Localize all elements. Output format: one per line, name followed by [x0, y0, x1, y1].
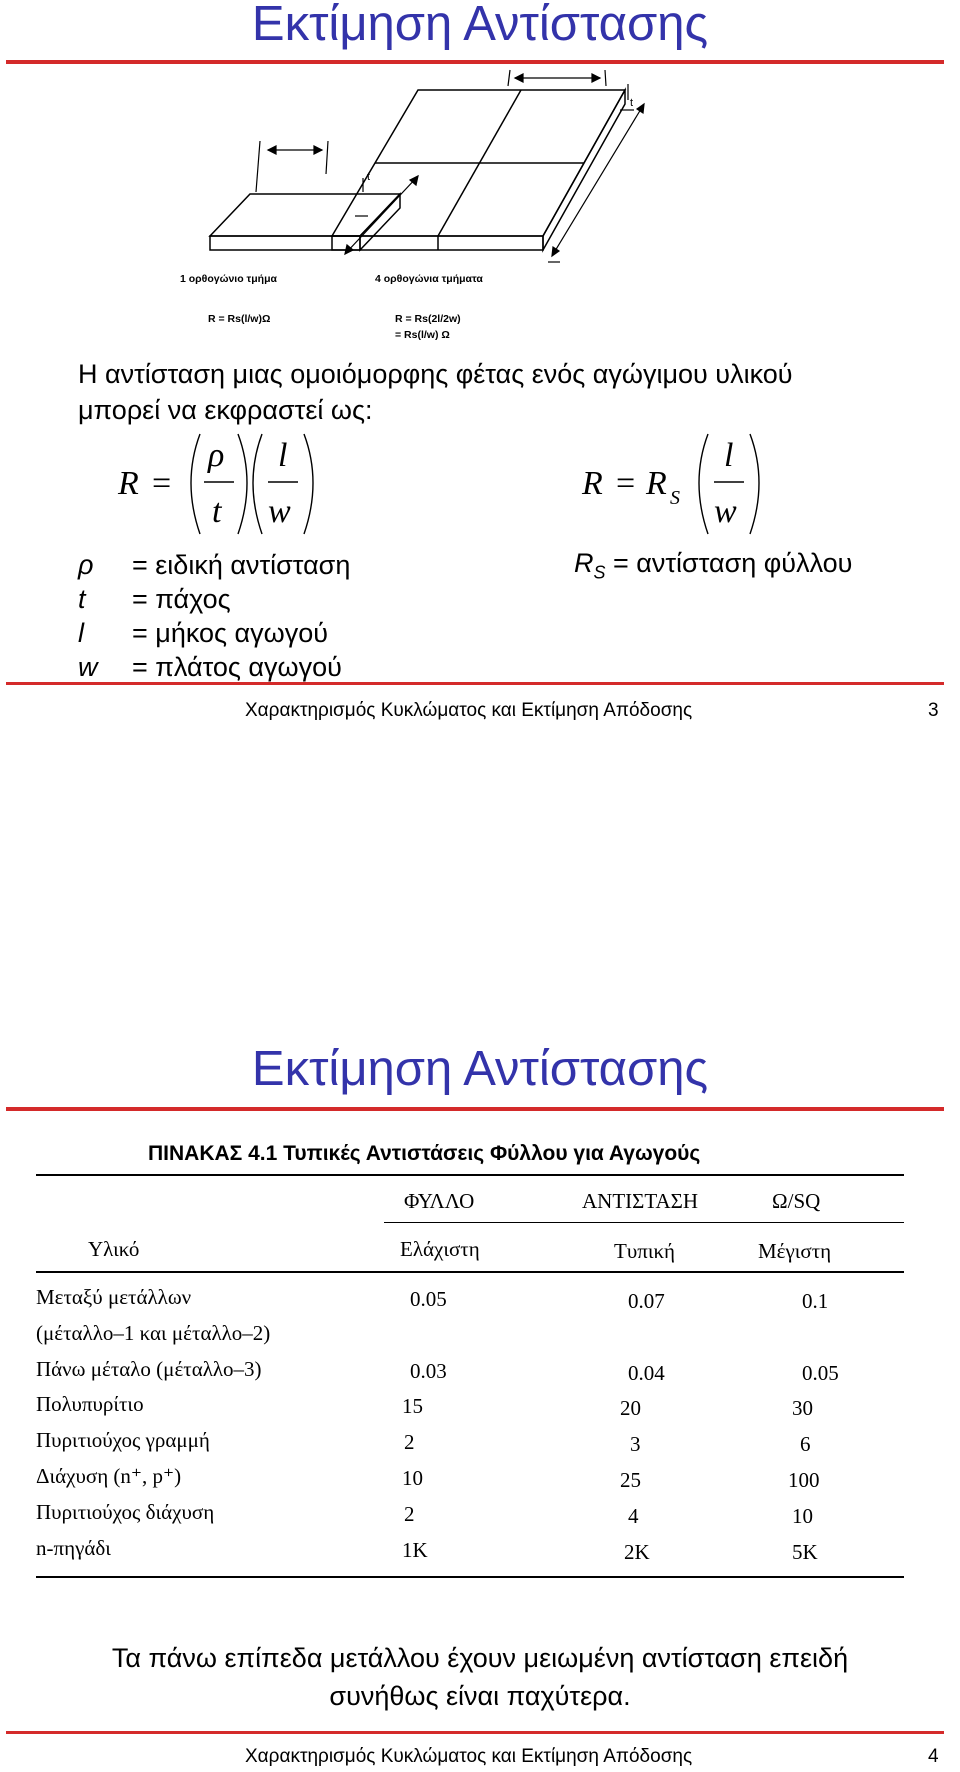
cell-max: 5K [792, 1540, 818, 1564]
group-header-rule [384, 1222, 904, 1223]
title-divider [6, 1107, 944, 1111]
page-number: 4 [928, 1746, 939, 1767]
cell-min: 0.05 [410, 1287, 447, 1311]
table-caption: ΠΙΝΑΚΑΣ 4.1 Τυπικές Αντιστάσεις Φύλλου για Αγωγούς [148, 1142, 701, 1165]
col-header-material: Υλικό [88, 1237, 140, 1261]
formula-Rs: R [646, 465, 667, 502]
cell-material: Πολυπυρίτιο [36, 1392, 144, 1416]
formula-eq: = [152, 465, 172, 502]
group-header-resistance: ΑΝΤΙΣΤΑΣΗ [582, 1189, 699, 1213]
group-header-sheet: ΦΥΛΛΟ [404, 1189, 475, 1213]
label-four-segments: 4 ορθογώνια τμήματα [375, 273, 483, 285]
slide-title: Εκτίμηση Αντίστασης [251, 0, 709, 51]
cell-material: Πυριτιούχος γραμμή [36, 1428, 210, 1452]
length-arrow-single [345, 176, 418, 254]
formula-l: l [278, 437, 288, 474]
footer-text: Χαρακτηρισμός Κυκλώματος και Εκτίμηση Απόδοσης [245, 700, 693, 721]
closing-note [0, 1639, 960, 1715]
definition-symbol: ρ [78, 550, 94, 580]
slide-3 [0, 0, 960, 740]
formula-resistance [110, 430, 330, 540]
page-number: 3 [928, 700, 939, 721]
label-one-segment: 1 ορθογώνιο τμήμα [180, 273, 277, 285]
formula-rho: ρ [208, 437, 225, 474]
rs-subscript: S [593, 562, 606, 583]
rs-symbol: R [574, 548, 594, 578]
group-header-unit: Ω/SQ [772, 1189, 821, 1213]
cell-material: (μέταλλο–1 και μέταλλο–2) [36, 1321, 271, 1345]
definition-text: = ειδική αντίσταση [132, 550, 351, 580]
cell-material: n-πηγάδι [36, 1536, 111, 1560]
cell-material: Διάχυση (n⁺, p⁺) [36, 1464, 182, 1488]
cell-max: 0.1 [802, 1289, 829, 1313]
cell-max: 0.05 [802, 1361, 839, 1385]
definition-text: = πλάτος αγωγού [132, 652, 342, 682]
formula-w: w [268, 493, 291, 530]
footer-divider [6, 1731, 944, 1734]
footer-divider [6, 682, 944, 685]
four-segment-block [332, 90, 625, 250]
table-rule-bottom [36, 1576, 904, 1578]
definition-symbol: w [78, 652, 98, 682]
formula-l-right: l [724, 437, 734, 474]
formula-sheet-resistance [578, 430, 778, 540]
cell-typ: 2K [624, 1540, 650, 1564]
cell-typ: 4 [628, 1504, 639, 1528]
t-label-four: t [630, 97, 634, 109]
intro-line-2: μπορεί να εκφραστεί ως: [78, 395, 373, 425]
cell-max: 6 [800, 1432, 811, 1456]
cell-min: 0.03 [410, 1359, 447, 1383]
sheet-resistance-definition [574, 548, 852, 583]
note-line-1: Τα πάνω επίπεδα μετάλλου έχουν μειωμένη αντίσταση επειδή [111, 1643, 849, 1673]
conductor-diagram [150, 66, 700, 356]
cell-max: 30 [792, 1396, 813, 1420]
cell-min: 2 [404, 1430, 415, 1454]
formula-R: R [118, 465, 139, 502]
formula-four-line1: R = Rs(2l/2w) [395, 313, 461, 325]
cell-min: 10 [402, 1466, 423, 1490]
table-rule-header [36, 1271, 904, 1273]
table-rule-top [36, 1174, 904, 1176]
definition-text: = μήκος αγωγού [132, 618, 329, 648]
footer-text: Χαρακτηρισμός Κυκλώματος και Εκτίμηση Απόδοσης [245, 1746, 693, 1767]
formula-Rs-sub: S [670, 487, 680, 509]
formula-one-segment: R = Rs(l/w)Ω [208, 313, 271, 325]
width-arrow-four [508, 70, 606, 86]
t-label-single: t [367, 171, 371, 183]
slide-title: Εκτίμηση Αντίστασης [251, 1042, 709, 1096]
cell-typ: 20 [620, 1396, 641, 1420]
col-header-max: Μέγιστη [758, 1239, 832, 1263]
length-arrow-four [548, 104, 644, 262]
thickness-marker-single [355, 178, 368, 216]
col-header-min: Ελάχιστη [400, 1237, 480, 1261]
col-header-typ: Τυπική [614, 1239, 676, 1263]
cell-typ: 0.04 [628, 1361, 665, 1385]
sheet-resistance-table [36, 1136, 906, 1626]
formula-t: t [212, 493, 222, 530]
intro-line-1: Η αντίσταση μιας ομοιόμορφης φέτας ενός αγώγιμου υλικού [78, 359, 793, 389]
intro-paragraph [78, 356, 938, 428]
width-arrow-single [256, 141, 328, 192]
cell-typ: 3 [630, 1432, 641, 1456]
formula-w-right: w [714, 493, 737, 530]
definition-symbol: l [78, 618, 84, 648]
note-line-2: συνήθως είναι παχύτερα. [329, 1681, 631, 1711]
slide-4 [0, 1036, 960, 1772]
cell-max: 10 [792, 1504, 813, 1528]
cell-material: Πυριτιούχος διάχυση [36, 1500, 215, 1524]
cell-max: 100 [788, 1468, 820, 1492]
cell-min: 1K [402, 1538, 428, 1562]
rs-text: = αντίσταση φύλλου [605, 548, 853, 578]
definition-text: = πάχος [132, 584, 231, 614]
formula-R-right: R [582, 465, 603, 502]
formula-four-line2: = Rs(l/w) Ω [395, 329, 450, 341]
formula-eq-right: = [616, 465, 636, 502]
single-segment-block [210, 194, 400, 250]
title-divider [6, 60, 944, 64]
cell-typ: 25 [620, 1468, 641, 1492]
cell-min: 2 [404, 1502, 415, 1526]
cell-typ: 0.07 [628, 1289, 665, 1313]
cell-material: Μεταξύ μετάλλων [36, 1285, 192, 1309]
cell-material: Πάνω μέταλο (μέταλλο–3) [36, 1357, 262, 1381]
cell-min: 15 [402, 1394, 423, 1418]
definition-symbol: t [78, 584, 86, 614]
